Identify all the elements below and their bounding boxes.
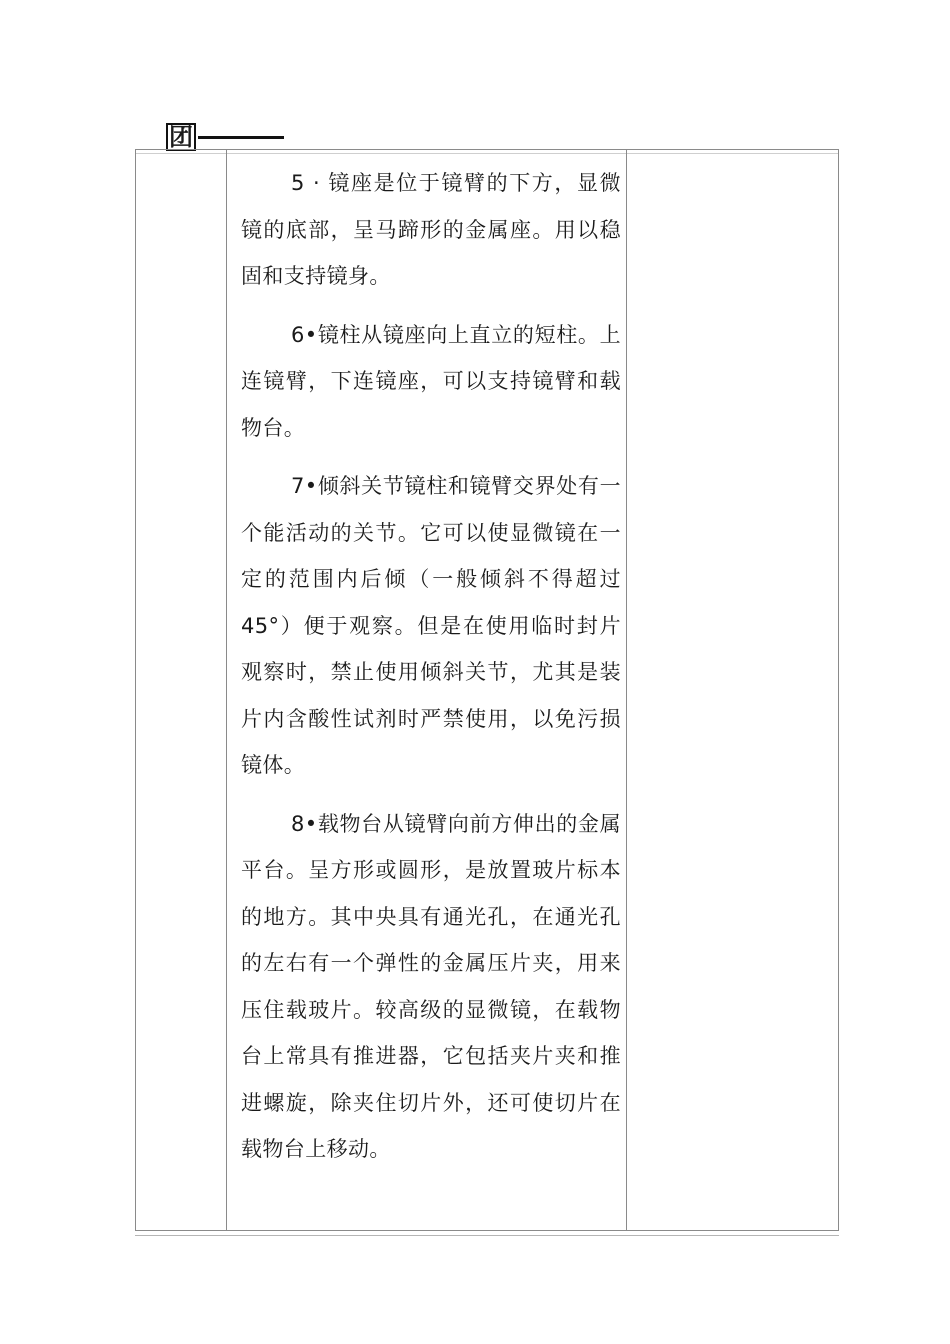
paragraph-item-5: 5 · 镜座是位于镜臂的下方，显微镜的底部，呈马蹄形的金属座。用以稳固和支持镜身。 bbox=[241, 171, 621, 288]
boxed-character: 团 bbox=[166, 123, 196, 151]
table-middle-cell-content bbox=[241, 160, 621, 1185]
paragraph-item-7: 7•倾斜关节镜柱和镜臂交界处有一个能活动的关节。它可以使显微镜在一定的范围内后倾（一般倾斜不得超过45°）便于观察。但是在使用临时封片观察时，禁止使用倾斜关节，尤其是装片内含酸性试剂时严禁使用，以免污损镜体。 bbox=[241, 474, 621, 777]
paragraph-item-6: 6•镜柱从镜座向上直立的短柱。上连镜臂，下连镜座，可以支持镜臂和载物台。 bbox=[241, 322, 621, 440]
table-column-divider-left bbox=[226, 150, 227, 1230]
paragraph-item-8: 8•载物台从镜臂向前方伸出的金属平台。呈方形或圆形，是放置玻片标本的地方。其中央具有通光孔，在通光孔的左右有一个弹性的金属压片夹，用来压住载玻片。较高级的显微镜，在载物台上常具有推进器，它包括夹片夹和推进螺旋，除夹住切片外，还可使切片在载物台上移动。 bbox=[241, 811, 621, 1161]
table-top-rule bbox=[136, 153, 838, 154]
table-column-divider-right bbox=[626, 150, 627, 1230]
header-dash-line bbox=[198, 136, 284, 139]
